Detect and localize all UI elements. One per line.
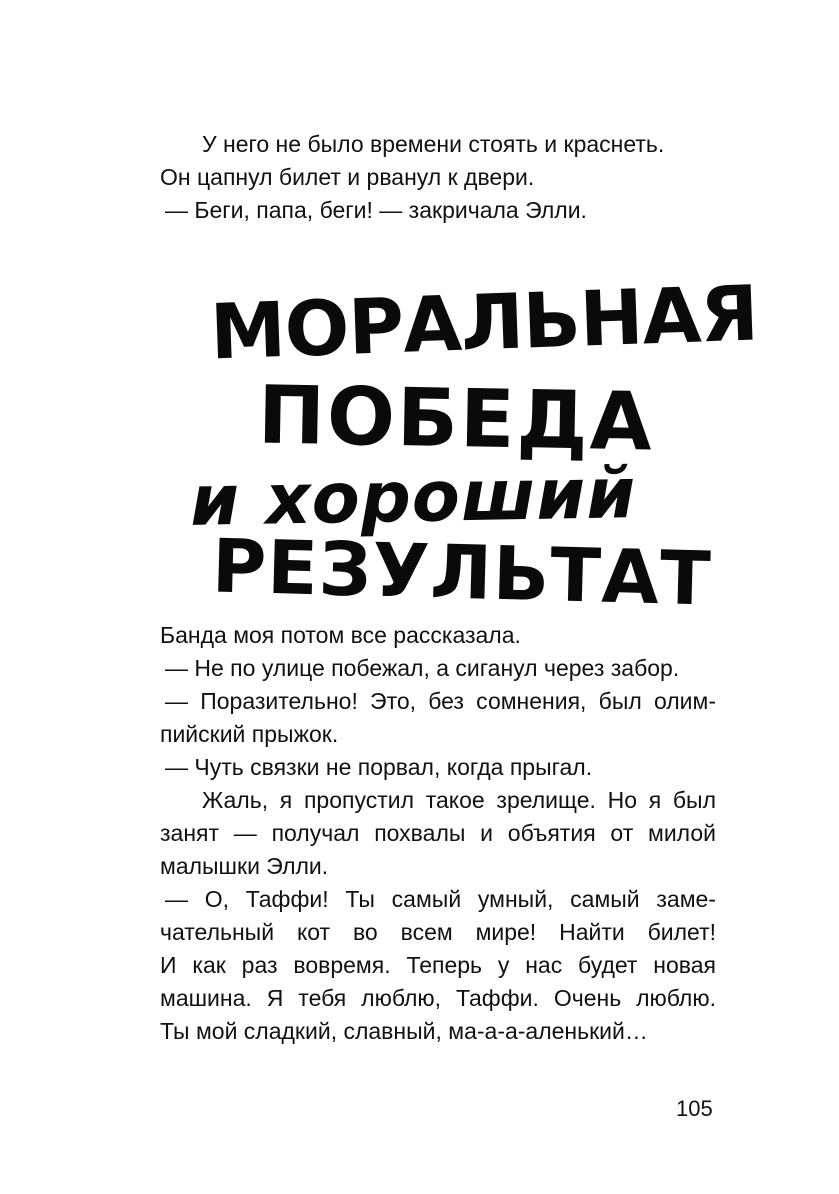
text-line: пийский прыжок. (160, 721, 339, 747)
dialogue-line: — Не по улице побежал, а сиганул через забор. (165, 655, 680, 681)
text-line: малышки Элли. (160, 853, 329, 879)
chapter-heading (189, 268, 760, 623)
text-line: занят — получал похвалы и объятия от милой (160, 820, 716, 846)
text-line: И как раз вовремя. Теперь у нас будет новая (160, 952, 716, 978)
text-line: чательный кот во всем мире! Найти билет! (160, 919, 716, 945)
chapter-heading-line: РЕЗУЛЬТАТ (210, 523, 713, 623)
text-line: У него не было времени стоять и краснеть. (202, 131, 665, 157)
chapter-heading-line: и хороший (189, 452, 637, 542)
text-line: машина. Я тебя люблю, Таффи. Очень люблю. (160, 985, 716, 1011)
text-line: Банда моя потом все рассказала. (160, 622, 521, 648)
dialogue-line: — Чуть связки не порвал, когда прыгал. (165, 754, 593, 780)
text-line: Он цапнул билет и рванул к двери. (160, 164, 535, 190)
dialogue-line: — Беги, папа, беги! — закричала Элли. (165, 197, 587, 223)
text-line: Жаль, я пропустил такое зрелище. Но я был (202, 787, 716, 813)
body-text (160, 619, 716, 1048)
dialogue-line: — Поразительно! Это, без сомнения, был олим- (165, 688, 716, 714)
page-number: 105 (676, 1096, 713, 1121)
dialogue-line: — О, Таффи! Ты самый умный, самый заме- (165, 886, 716, 912)
text-line: Ты мой сладкий, славный, ма-а-а-аленький… (160, 1018, 648, 1044)
chapter-heading-line: ПОБЕДА (257, 368, 655, 469)
chapter-heading-line: МОРАЛЬНАЯ (208, 268, 760, 377)
top-paragraph (160, 128, 716, 227)
